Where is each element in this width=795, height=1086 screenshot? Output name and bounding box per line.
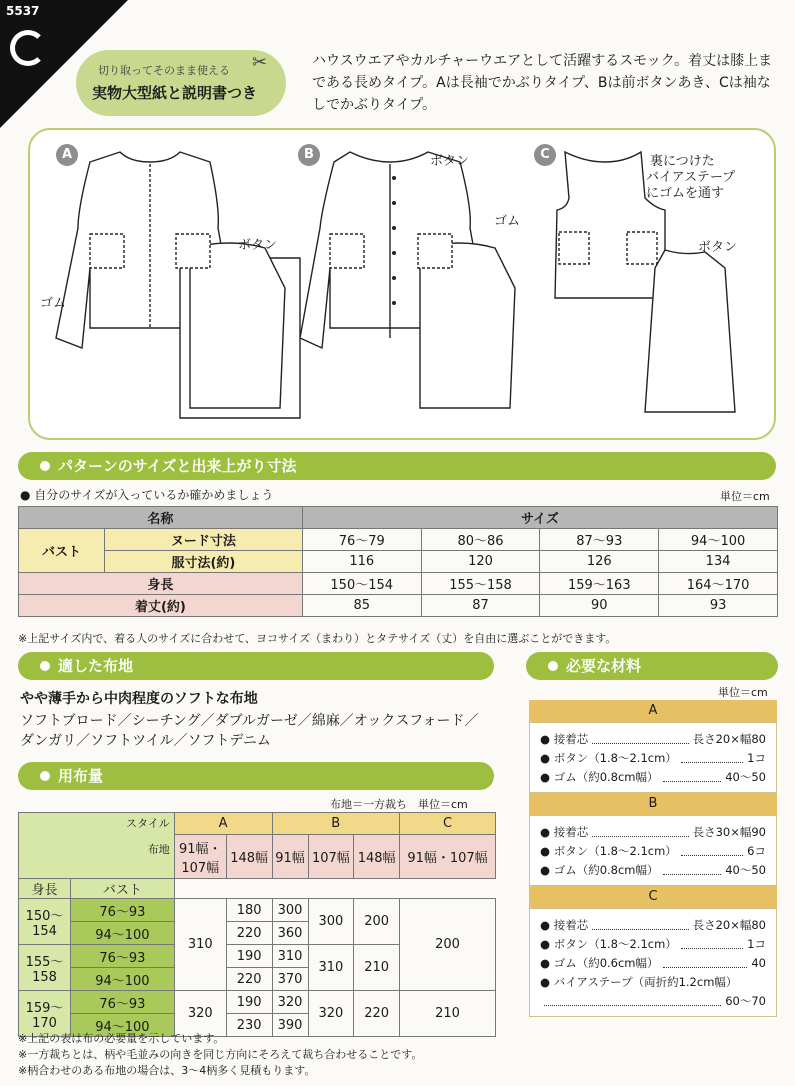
materials-b-list [529,815,777,886]
th-a: A [174,813,272,835]
cell-garment: 120 [421,551,540,573]
cell-length: 90 [540,595,659,617]
mat-value: 長さ30×幅90 [692,824,766,839]
a148-2: 220 [226,922,272,945]
fabric-section-bar [18,652,494,680]
bullet-icon [40,461,50,471]
materials-b-head: B [529,793,777,815]
mat-label: ● ゴム（約0.8cm幅） [540,769,659,784]
amount-section-title: 用布量 [58,767,104,785]
mat-label: ● 接着芯 [540,731,589,746]
style-b-marker: B [298,144,320,166]
cell-height: 164〜170 [659,573,778,595]
b107-3: 320 [308,991,354,1037]
th-c-91107: 91幅・107幅 [400,835,496,879]
bust-3: 76〜93 [71,945,175,968]
garment-a-illustration [50,148,310,428]
b91-1: 300 [272,899,308,922]
th-b-148: 148幅 [354,835,400,879]
c-note-2: バイアステープ [646,170,736,185]
th-bust: バスト [71,879,175,899]
th-nude: ヌード寸法 [105,529,303,551]
mat-label: ● ボタン（1.8〜2.1cm） [540,936,677,951]
b91-5: 320 [272,991,308,1014]
height-1: 150〜154 [19,899,71,945]
bust-6: 94〜100 [71,1014,175,1037]
b148-2: 210 [354,945,400,991]
mat-value: 長さ20×幅80 [692,731,766,746]
a91-1: 310 [174,899,226,991]
badge-subtitle: 切り取ってそのまま使える [98,64,230,77]
bullet-icon [40,661,50,671]
garment-b-illustration [300,148,540,428]
th-height: 身長 [19,879,71,899]
materials-c-list [529,908,777,1017]
amount-section-bar [18,762,494,790]
materials-unit: 単位＝cm [718,686,768,699]
materials-section-title: 必要な材料 [566,657,642,675]
size-section-bar [18,452,776,480]
height-3: 159〜170 [19,991,71,1037]
c-note-1: 裏につけた [650,154,715,169]
scissors-icon: ✂ [252,52,268,73]
fabric-lead: やや薄手から中肉程度のソフトな布地 [20,691,258,707]
mat-value: 長さ20×幅80 [692,917,766,932]
amount-note: 布地＝一方裁ち 単位＝cm [330,798,468,811]
b91-3: 310 [272,945,308,968]
b107-1: 300 [308,899,354,945]
materials-section-bar [526,652,778,680]
bust-4: 94〜100 [71,968,175,991]
mat-value: 6コ [747,843,766,858]
th-length: 着丈(約) [19,595,303,617]
materials-a-list [529,722,777,793]
mat-label: ● 接着芯 [540,824,589,839]
amount-footnote-1: ※上記の表は布の必要量を示しています。 [18,1032,225,1045]
style-a-marker: A [56,144,78,166]
bust-5: 76〜93 [71,991,175,1014]
cell-height: 150〜154 [302,573,421,595]
a-button-label: ボタン [238,238,278,253]
a91-2: 320 [174,991,226,1037]
bust-1: 76〜93 [71,899,175,922]
th-a-91107: 91幅・107幅 [174,835,226,879]
bullet-icon [548,661,558,671]
cell-nude: 76〜79 [302,529,421,551]
pattern-code: 5537 [6,4,40,18]
cell-length: 93 [659,595,778,617]
mat-label: ● ボタン（1.8〜2.1cm） [540,843,677,858]
b-gomu-label: ゴム [494,214,521,229]
th-height: 身長 [19,573,303,595]
cell-height: 155〜158 [421,573,540,595]
b148-3: 220 [354,991,400,1037]
th-bust: バスト [19,529,105,573]
mat-label: ● バイアステープ（両折約1.2cm幅） [540,974,738,989]
cell-garment: 126 [540,551,659,573]
th-c: C [400,813,496,835]
fabric-line-1: ソフトブロード／シーチング／ダブルガーゼ／綿麻／オックスフォード／ [20,713,479,729]
fabric-line-2: ダンガリ／ソフトツイル／ソフトデニム [20,733,271,749]
badge-title: 実物大型紙と説明書つき [92,84,258,102]
intro-text: ハウスウエアやカルチャーウエアとして活躍するスモック。着丈は膝上まである長めタイプ。Aは長袖でかぶりタイプ、Bは前ボタンあき、Cは袖なしでかぶりタイプ。 [312,53,773,113]
th-cloth: 布地 [147,843,170,856]
b-button-label: ボタン [430,154,470,169]
mat-value: 1コ [747,750,766,765]
c91-2: 210 [400,991,496,1037]
mat-label: ● ゴム（約0.8cm幅） [540,862,659,877]
b91-2: 360 [272,922,308,945]
brand-logo [10,30,46,66]
cell-length: 87 [421,595,540,617]
a148-1: 180 [226,899,272,922]
size-note: ● 自分のサイズが入っているか確かめましょう [20,488,274,502]
mat-label: ● ゴム（約0.6cm幅） [540,955,659,970]
th-size: サイズ [302,507,777,529]
cell-nude: 80〜86 [421,529,540,551]
fabric-section-title: 適した布地 [58,657,134,675]
th-style: スタイル [125,817,170,830]
b107-2: 310 [308,945,354,991]
a148-6: 230 [226,1014,272,1037]
cell-nude: 87〜93 [540,529,659,551]
size-table [18,506,778,617]
th-b: B [272,813,400,835]
cell-length: 85 [302,595,421,617]
mat-label: ● ボタン（1.8〜2.1cm） [540,750,677,765]
amount-footnote-2: ※一方裁ちとは、柄や毛並みの向きを同じ方向にそろえて裁ち合わせることです。 [18,1048,423,1061]
size-section-title: パターンのサイズと出来上がり寸法 [58,457,297,475]
mat-label: ● 接着芯 [540,917,589,932]
a-gomu-label: ゴム [40,296,67,311]
mat-value: 1コ [747,936,766,951]
cell-nude: 94〜100 [659,529,778,551]
c91-1: 200 [400,899,496,991]
a148-4: 220 [226,968,272,991]
cell-garment: 116 [302,551,421,573]
style-c-marker: C [534,144,556,166]
mat-value: 40〜50 [725,769,766,784]
bullet-icon [40,771,50,781]
th-a-148: 148幅 [226,835,272,879]
size-unit: 単位＝cm [720,490,770,503]
mat-value: 40〜50 [725,862,766,877]
b91-6: 390 [272,1014,308,1037]
materials-c-head: C [529,886,777,908]
materials-box [529,700,777,1032]
th-b-107: 107幅 [308,835,354,879]
height-2: 155〜158 [19,945,71,991]
th-name: 名称 [19,507,303,529]
b148-1: 200 [354,899,400,945]
materials-a-head: A [529,700,777,722]
bust-2: 94〜100 [71,922,175,945]
a148-5: 190 [226,991,272,1014]
c-note-3: にゴムを通す [646,186,725,201]
a148-3: 190 [226,945,272,968]
amount-footnote-3: ※柄合わせのある布地の場合は、3〜4柄多く見積もります。 [18,1064,316,1077]
cell-height: 159〜163 [540,573,659,595]
b91-4: 370 [272,968,308,991]
th-garment: 服寸法(約) [105,551,303,573]
size-footnote: ※上記サイズ内で、着る人のサイズに合わせて、ヨコサイズ（まわり）とタテサイズ（丈）を自由に選ぶことができます。 [18,632,617,645]
mat-value: 60〜70 [725,993,766,1008]
mat-value: 40 [751,955,766,970]
c-button-label: ボタン [698,240,738,255]
th-corner [19,813,175,879]
cell-garment: 134 [659,551,778,573]
th-b-91: 91幅 [272,835,308,879]
fabric-amount-table [18,812,496,1037]
